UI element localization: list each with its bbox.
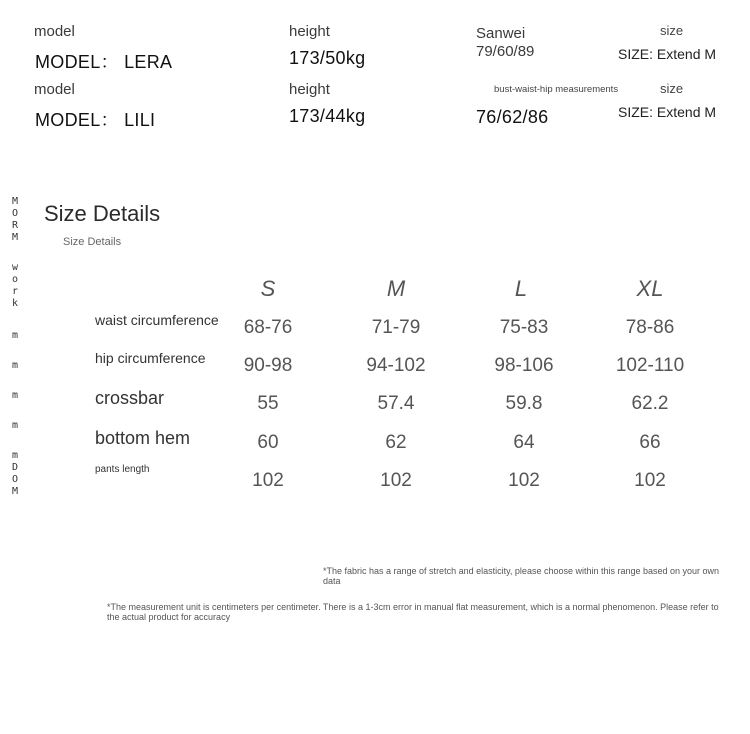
table-cell: 64 (513, 432, 535, 453)
height-value: 173/44kg (289, 106, 366, 126)
column-header: L (514, 276, 528, 301)
fabric-note: *The fabric has a range of stretch and elasticity, please choose within this range based on your own data (323, 566, 720, 586)
height-value: 173/50kg (289, 48, 366, 68)
table-cell: 102 (634, 470, 666, 491)
table-cell: 60 (257, 432, 279, 453)
table-cell: 98-106 (494, 355, 554, 376)
model-name: MODEL： LILI (35, 110, 156, 130)
table-cell: 68-76 (243, 317, 293, 338)
side-letter: O (12, 474, 19, 485)
model-label: model (34, 23, 75, 40)
table-cell: 94-102 (366, 355, 426, 376)
row-label: waist circumference (95, 312, 219, 328)
column-header: S (260, 276, 276, 301)
side-letter: M (12, 232, 19, 243)
table-cell: 102 (380, 470, 412, 491)
size-details-title: Size Details (44, 201, 161, 226)
side-letter: o (12, 274, 19, 285)
size-value: SIZE: Extend M (618, 104, 717, 120)
height-label: height (289, 23, 330, 40)
sanwei-value: 79/60/89 (476, 43, 535, 60)
table-cell: 62.2 (631, 393, 669, 414)
side-letter: w (12, 262, 19, 273)
row-label: crossbar (95, 388, 165, 408)
side-letter: R (12, 220, 19, 231)
sanwei-value: 76/62/86 (476, 107, 549, 127)
row-label: pants length (95, 464, 150, 475)
table-cell: 90-98 (243, 355, 293, 376)
side-letter: k (12, 298, 19, 309)
side-letter: m (12, 330, 19, 341)
table-cell: 59.8 (505, 393, 543, 414)
table-cell: 57.4 (377, 393, 415, 414)
height-label: height (289, 81, 330, 98)
size-value: SIZE: Extend M (618, 46, 717, 62)
table-cell: 62 (385, 432, 407, 453)
side-letter: m (12, 360, 19, 371)
row-label: bottom hem (95, 428, 191, 448)
measurement-note: *The measurement unit is centimeters per centimeter. There is a 1-3cm error in manual flat measurement, which is a normal phenomenon. Please refer to the actual product for accuracy (107, 602, 719, 622)
table-cell: 102-110 (615, 355, 685, 376)
table-cell: 55 (257, 393, 279, 414)
side-letter: r (12, 286, 19, 297)
side-letter: m (12, 420, 19, 431)
side-letter: O (12, 208, 19, 219)
size-label: size (660, 81, 684, 96)
sanwei-label: bust-waist-hip measurements (494, 84, 619, 95)
table-cell: 102 (508, 470, 540, 491)
size-details-subtitle: Size Details (63, 236, 122, 248)
sanwei-label: Sanwei (476, 25, 526, 42)
table-cell: 66 (639, 432, 661, 453)
side-letter: M (12, 196, 19, 207)
side-vertical-text (12, 196, 24, 498)
model-label: model (34, 81, 75, 98)
table-cell: 75-83 (499, 317, 549, 338)
table-cell: 71-79 (371, 317, 421, 338)
side-letter: m (12, 450, 19, 461)
side-letter: D (12, 462, 19, 473)
table-cell: 102 (252, 470, 284, 491)
model-name: MODEL： LERA (35, 52, 173, 72)
size-label: size (660, 23, 684, 38)
side-letter: m (12, 390, 19, 401)
side-letter: M (12, 486, 19, 497)
row-label: hip circumference (95, 350, 206, 366)
column-header: M (386, 276, 406, 301)
table-cell: 78-86 (625, 317, 675, 338)
column-header: XL (636, 276, 664, 301)
